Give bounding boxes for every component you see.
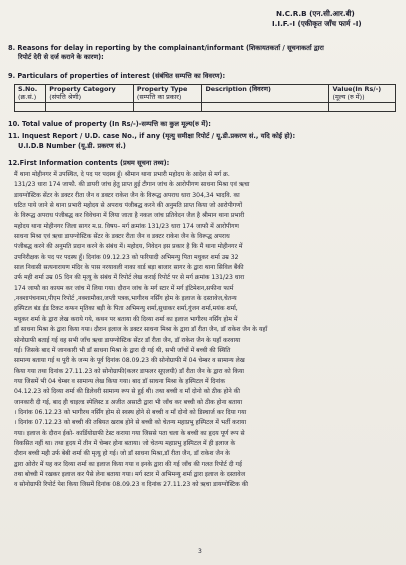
- fir-text-line: उर्फ मही शर्मा उम्र 05 दिन की मृत्यु के संबंध में रिपोर्ट लेख कराई रिपोर्ट पर से मर्ग क्रमांक 131/23 धारा: [14, 274, 245, 282]
- ncrb-header: N.C.R.B (एन.सी.आर.बी): [276, 9, 355, 18]
- fir-text-line: महोदय थाना मोहीनगर जिला सागर म.प्र. विषय– मर्ग क्रमांक 131/23 धारा 174 जाफौ में आरोपीगण: [14, 222, 239, 230]
- fir-text-line: ,नक्शापंचनामा,पीएम रिपोर्ट ,नक्शामौका,जप्ती पत्रक,भागीरथ नर्सिंग होम के इलाज के दस्तावेज,चेतन्य: [14, 295, 237, 303]
- fir-text-line: गया। इलाज के दौरान ईको- कार्डियोग्राफी टेस्ट कराया गया जिससे पता चला के बच्ची का हृदय पूर्ण रूप से: [14, 429, 245, 437]
- fir-text-line: । दिनांक 07.12.23 को बच्ची की तबियत खराब होने से बच्ची को चेतन्य महाप्रभु हस्पिटल में भर्ती कराया: [14, 419, 247, 427]
- section-11-uidb: U.I.D.B Number (यू.डी. प्रकरण सं.): [18, 142, 126, 150]
- fir-text-line: डाॅ साधना मिश्रा के द्वारा किया गया। दौरान इलाज के डक्टर साधना मिश्रा के द्वारा डाॅ रीता जैन, डाॅ राकेश जैन के यहाँ: [14, 326, 268, 334]
- fir-text-line: पंजीबद्ध करने की अनुमति प्रदान करने के संबंध में। महोदय, निवेदन इस प्रकार है कि मैं थाना मोहीनगर में: [14, 243, 243, 251]
- page-number: 3: [198, 548, 202, 555]
- fir-text-line: सामान्य बताया गई थ पूरी के जन्म के पूर्व दिनांक 08.09.23 की सोनोग्राफी में 04 चेम्बर व सामान्य लेख: [14, 357, 245, 365]
- property-table: [14, 84, 396, 112]
- fir-text-line: द्वारा ओरोर में यह कर दिव्या शर्मा का इलाज किया गया व इनके द्वारा की गई जाँच की गलत रिपोर्ट दी गई: [14, 460, 242, 468]
- fir-text-line: उपनिरीक्षक के पद पर पदस्थ हूँ। दिनांक 09.12.23 को फरियादी अभिमन्यु पिता मधुकर शर्मा उम्र 32: [14, 253, 239, 261]
- col-description: Description (विवरण): [202, 85, 329, 103]
- property-table-row: [15, 103, 396, 112]
- property-table-header: [15, 85, 396, 103]
- fir-text-line: के विरूद्ध अपराध पंजीबद्ध कर विवेचना में लिया जाता है नकल जांच प्रतिवेदन जैल है श्रीमान थाना प्रभारी: [14, 212, 245, 220]
- fir-text-line: सोनोग्राफी बताई गई वह सभी जाँच ऋचा डायग्नोस्टिक सेंटर डाॅ रीता जैन, डाॅ राकेश जैन के यहाँ करवाया: [14, 336, 241, 344]
- section-9-label: 9. Particulars of properties of interest (संबंधित सम्पत्ति का विवरण):: [8, 72, 226, 80]
- section-10-label: 10. Total value of property (In Rs/-)-सम्पत्ति का कुल मूल्य(रु में):: [8, 120, 211, 128]
- fir-text-line: डायग्नोस्टिक सेंटर के डक्टर रीता जैन व डक्टर राकेश जैन के विरूद्ध अपराध धारा 304,34 भादवि. का: [14, 191, 240, 199]
- col-type: Property Type (सम्पत्ति का प्रकार): [133, 85, 202, 103]
- fir-text-line: 174 जाफौ का कायम कर जांच में लिया गया। दौरान जांच के मर्ग स्टार में मर्ग इंटिमेशन,सफीना फार्म: [14, 284, 234, 292]
- fir-text-line: घटित पाये जाने से थाना प्रभारी महोदय से अपराध पंजीबद्ध करने की अनुमति प्राप्त किया जो आरोपीगणों: [14, 202, 243, 210]
- fir-text-line: गई। जिसके बाद में जानकारी भी डाॅ साधना मिश्रा के द्वारा दी गई थी, सभी जाँचों में बच्ची की स्थिति: [14, 346, 231, 354]
- fir-text-line: किया गया तथा दिनांक 27.11.23 को सोनोग्राफी(कलर डाफलर सूएलयी) डाॅ रीता जैन के द्वारा को किया: [14, 367, 244, 375]
- fir-text-line: 131/23 धारा 174 जाफौ. की डायरी जांच हेतु प्राप्त हुई टीगान जांच के आरोपीगण साधना मिश्रा एवं ऋचा: [14, 181, 250, 189]
- fir-text-line: साधना मिश्रा एवं ऋचा डायग्नोस्टिक सेंटर के डक्टर रीता जैन व डक्टर राकेश जैन के विरूद्ध अपराध: [14, 233, 230, 241]
- fir-text-line: मधुकर शर्मा के द्वारा लेख कराये गये, कथन पर बताया की दिव्या शर्मा का इलाज भागीरथ नर्सिंग होम में: [14, 315, 238, 323]
- fir-text-line: साल निवासी सत्यनारायण मंदिर के पास नरयावली नाका वार्ड बड़ा बाजार सागर के द्वारा थाना सिविल बैंकी: [14, 264, 244, 272]
- fir-text-line: दौरान बच्ची मही उर्फ बेबी शर्मा की मृत्यु हो गई। जो डाॅ साधना मिश्रा,डाॅ रीता जैन, डाॅ राकेश जैन के: [14, 450, 230, 458]
- section-11-label: 11. Inquest Report / U.D. case No., if any (मृत्यु समीक्षा रिपोर्ट / यू.डी.प्रकरण सं., यदि कोई हो):: [8, 132, 296, 140]
- section-8-label-cont: रिपोर्ट देरी से दर्ज कराने के कारण):: [18, 53, 104, 61]
- fir-text-line: 04.12.23 को दिव्या शर्मा की डिलेवरी सामान्य रूप से हुई थी। तथा बच्ची व माँ दोनो को ठीक होने की: [14, 388, 240, 396]
- section-8-label: 8. Reasons for delay in reporting by the complainant/informant (शिकायतकर्ता / सूचनाकर्ता द्वारा: [8, 44, 324, 52]
- first-information-body: [14, 170, 400, 491]
- fir-text-line: व सोनोग्राफी रिपोर्ट पेश किया जिसमें दिनांक 08.09.23 व दिनांक 27.11.23 को ऋचा डायग्नोस्टिक की: [14, 481, 248, 489]
- section-12-label: 12.First Information contents (प्रथम सूचना तथ्य):: [8, 159, 170, 167]
- fir-text-line: । दिनांक 06.12.23 को भागीरथ नर्सिंग होम से स्वस्थ होने से बच्ची व माँ दोनो को डिस्चार्ज कर दिया गया: [14, 408, 247, 416]
- fir-text-line: विकसित नहीं था। तथा हृदय में तीन में चेम्बर होना बताया। जो चेतन्य महाप्रभु हस्पिटल में ही इलाज के: [14, 439, 236, 447]
- col-sno: S.No. (क्र.सं.): [15, 85, 46, 103]
- fir-text-line: तथा बोच्ची में रखकर इलाज कर पैसे लेना बताया गया। मर्ग स्टार में अभिमन्यु शर्मा द्वारा इलाज के दस्तावेज: [14, 470, 246, 478]
- fir-text-line: जानकारी दी गई, बाद ही चाइल्ड स्पेलिस्ट ड अजीत असाटी द्वारा भी जाँच कर बच्ची को ठीक होना बताया: [14, 398, 243, 406]
- col-category: Property Category (संपत्ति श्रेणी): [46, 85, 134, 103]
- fir-text-line: मैं थाना मोहीनगर में उपस्थित, दे पद पर पदस्थ हूँ। श्रीमान थाना प्रभारी महोदय के आदेश से मर्ग क्र.: [14, 171, 230, 178]
- fir-text-line: गया जिसमें भी 04 चेम्बर व सामान्य लेख किया गया। बाद डाॅ साधना मिश्रा के हस्पिटल में दिनांक: [14, 377, 226, 385]
- col-value: Value(In Rs/-) (मूल्य (रु में)): [329, 85, 396, 103]
- iif-form-header: I.I.F.-I (एकीकृत जाँच फार्म -I): [272, 19, 362, 28]
- fir-text-line: हस्पिटल बंड ईड टिकट कफन मृतिका बड़ी के पिता अभिमन्यु शर्मा,सुधाकर शर्मा,गुंजन शर्मा,मयंक शर्मा,: [14, 305, 238, 313]
